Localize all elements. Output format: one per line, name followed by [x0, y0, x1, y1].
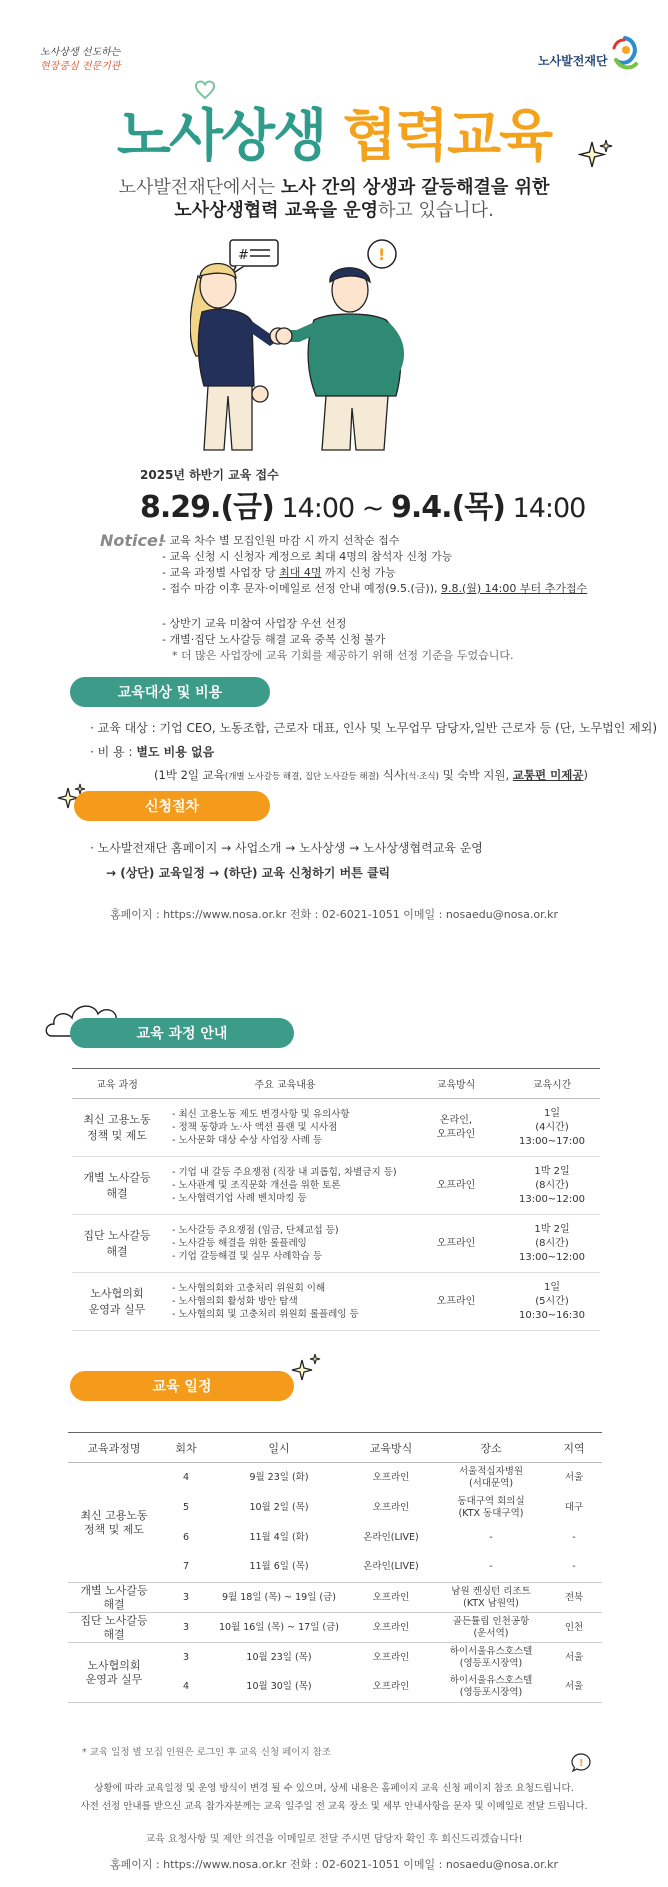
- course-name-cell: 최신 고용노동 정책 및 제도: [72, 1099, 162, 1157]
- procedure-line1: · 노사발전재단 홈페이지 → 사업소개 → 노사상생 → 노사상생협력교육 운영: [90, 841, 483, 855]
- course-content-cell: - 노사협의회와 고충처리 위원회 이해 - 노사협의회 활성화 방안 탐색 - 노사협의회 및 고충처리 위원회 롤플레잉 등: [162, 1273, 408, 1331]
- course-col-name: 교육 과정: [72, 1069, 162, 1099]
- schedule-place: -: [436, 1553, 546, 1583]
- page-subtitle: [0, 176, 668, 223]
- notice-note: * 더 많은 사업장에 교육 기회를 제공하기 위해 선정 기준을 두었습니다.: [172, 648, 514, 662]
- schedule-round: 5: [182, 1501, 190, 1513]
- footer-line3: 교육 요청사항 및 제안 의견을 이메일로 전달 주시면 담당자 확인 후 회신드리겠습니다!: [145, 1834, 523, 1845]
- notice-item: - 개별·집단 노사갈등 해결 교육 중복 신청 불가: [162, 632, 386, 646]
- schedule-region: 인천: [546, 1613, 602, 1643]
- procedure-line2: → (상단) 교육일정 → (하단) 교육 신청하기 버튼 클릭: [106, 865, 391, 880]
- title-part2: 협력교육: [342, 104, 552, 169]
- period-date-start: 8.29.(금): [140, 490, 274, 525]
- course-time-cell: 1박 2일 (8시간) 13:00~12:00: [504, 1157, 600, 1215]
- exclamation-bubble-icon: [570, 1752, 592, 1774]
- notice-highlight: 최대 4명: [279, 565, 322, 579]
- schedule-region: -: [572, 1531, 576, 1543]
- schedule-method: 오프라인: [372, 1501, 410, 1513]
- course-row: [72, 1273, 600, 1331]
- schedule-region: 대구: [564, 1501, 584, 1513]
- course-name-cell: 노사협의회 운영과 실무: [72, 1273, 162, 1331]
- schedule-place: 하이서울유스호스텔 (영등포시장역): [436, 1673, 546, 1703]
- sparkle-icon: [578, 138, 614, 174]
- schedule-date: 9월 18일 (목) ~ 19일 (금): [212, 1583, 346, 1613]
- schedule-method: 오프라인: [346, 1613, 436, 1643]
- section-apply-procedure-header: 신청절차: [74, 791, 270, 821]
- target-cost-list: [90, 716, 657, 787]
- course-col-method: 교육방식: [408, 1069, 504, 1099]
- application-period: [140, 482, 585, 526]
- schedule-course-name: 개별 노사갈등 해결: [68, 1583, 160, 1613]
- schedule-place: -: [489, 1531, 493, 1543]
- period-time-end: 14:00: [504, 493, 586, 524]
- no-transport-note: 교통편 미제공: [512, 768, 584, 782]
- schedule-col-round: 회차: [160, 1433, 212, 1463]
- subtitle-line1-b: 노사 간의 상생과 갈등해결을 위한: [280, 177, 550, 198]
- schedule-region: 서울: [546, 1673, 602, 1703]
- notice-list: [162, 533, 587, 597]
- schedule-round: 4: [182, 1471, 190, 1483]
- footer-contact: 홈페이지 : https://www.nosa.or.kr 전화 : 02-6021-1051 이메일 : nosaedu@nosa.or.kr: [109, 1858, 559, 1871]
- course-row: [72, 1157, 600, 1215]
- logo-text: 노사발전재단: [538, 54, 608, 68]
- course-header-row: [72, 1069, 600, 1099]
- schedule-date: 10월 30일 (목): [212, 1673, 346, 1703]
- slogan-line1: 노사상생 선도하는: [40, 47, 121, 58]
- schedule-place: 동대구역 회의실 (KTX 동대구역): [457, 1495, 525, 1519]
- notice-item: - 접수 마감 이후 문자·이메일로 선정 안내 예정(9.5.(금)), 9.8.(월) 14:00 부터 추가접수: [162, 581, 588, 595]
- schedule-date: 11월 6일 (목): [212, 1553, 346, 1583]
- course-name-cell: 집단 노사갈등 해결: [72, 1215, 162, 1273]
- subtitle-line1-a: 노사발전재단에서는: [118, 177, 281, 198]
- speech-hash: #: [238, 248, 249, 263]
- notice-list-selection: [162, 616, 514, 664]
- schedule-round: 3: [160, 1583, 212, 1613]
- schedule-round: 6: [182, 1531, 190, 1543]
- subtitle-line2-a: 노사상생협력 교육을 운영: [174, 200, 379, 222]
- course-method-cell: 오프라인: [408, 1273, 504, 1331]
- schedule-header-row: [68, 1433, 602, 1463]
- footer-line1: 상황에 따라 교육일정 및 운영 방식이 변경 될 수 있으며, 상세 내용은 홈페이지 교육 신청 페이지 참조 요청드립니다.: [94, 1783, 574, 1794]
- target-line: · 교육 대상 : 기업 CEO, 노동조합, 근로자 대표, 인사 및 노무업무 담당자,일반 근로자 등 (단, 노무법인 제외): [90, 721, 658, 735]
- schedule-row: [68, 1643, 602, 1673]
- schedule-note: * 교육 일정 별 모집 인원은 로그인 후 교육 신청 페이지 참조: [82, 1747, 332, 1758]
- cost-value: 별도 비용 없음: [136, 745, 215, 759]
- course-time-cell: 1일 (5시간) 10:30~16:30: [504, 1273, 600, 1331]
- schedule-place: 서울적십자병원 (서대문역): [458, 1465, 524, 1489]
- schedule-method: 오프라인: [346, 1673, 436, 1703]
- period-time-start: 14:00 ~: [273, 493, 392, 524]
- slogan: [40, 46, 120, 73]
- notice-item: - 교육 차수 별 모집인원 마감 시 까지 선착순 접수: [162, 534, 400, 547]
- schedule-row: [68, 1463, 602, 1493]
- schedule-row: [68, 1613, 602, 1643]
- schedule-region: 서울: [564, 1471, 584, 1483]
- course-name-cell: 개별 노사갈등 해결: [72, 1157, 162, 1215]
- course-method-cell: 오프라인: [408, 1157, 504, 1215]
- schedule-row: [68, 1583, 602, 1613]
- schedule-method: 온라인(LIVE): [346, 1553, 436, 1583]
- period-date-end: 9.4.(목): [391, 490, 505, 525]
- foundation-logo-icon: [610, 34, 640, 74]
- slogan-line2: 현장중심 전문기관: [40, 60, 121, 72]
- notice-item: - 상반기 교육 미참여 사업장 우선 선정: [162, 617, 347, 630]
- cost-detail: (1박 2일 교육(개별 노사갈등 해결, 집단 노사갈등 해결) 식사(석·조식) 및 숙박 지원, 교통편 미제공): [154, 768, 588, 782]
- schedule-col-date: 일시: [212, 1433, 346, 1463]
- course-content-cell: - 최신 고용노동 제도 변경사항 및 유의사항 - 정책 동향과 노·사 액션 플랜 및 시사점 - 노사문화 대상 수상 사업장 사례 등: [162, 1099, 408, 1157]
- section-target-cost-header: 교육대상 및 비용: [70, 677, 270, 707]
- schedule-region: 서울: [564, 1651, 584, 1663]
- apply-procedure: [90, 836, 483, 885]
- schedule-method: 오프라인: [372, 1651, 410, 1663]
- schedule-round: 3: [182, 1651, 190, 1663]
- schedule-col-place: 장소: [436, 1433, 546, 1463]
- course-method-cell: 오프라인: [408, 1215, 504, 1273]
- schedule-round: 7: [160, 1553, 212, 1583]
- course-method-cell: 온라인, 오프라인: [408, 1099, 504, 1157]
- schedule-place: 하이서울유스호스텔 (영등포시장역): [449, 1645, 533, 1669]
- speech-exclaim: !: [378, 245, 386, 264]
- contact-info: 홈페이지 : https://www.nosa.or.kr 전화 : 02-6021-1051 이메일 : nosaedu@nosa.or.kr: [109, 908, 559, 921]
- target-value: 기업 CEO, 노동조합, 근로자 대표, 인사 및 노무업무 담당자,일반 근로자 등 (단, 노무법인 제외): [159, 721, 658, 735]
- course-time-cell: 1일 (4시간) 13:00~17:00: [504, 1099, 600, 1157]
- course-col-content: 주요 교육내용: [162, 1069, 408, 1099]
- course-content-cell: - 기업 내 갈등 주요쟁점 (직장 내 괴롭힘, 차별금지 등) - 노사관계 및 조직문화 개선을 위한 토론 - 노사협력기업 사례 벤치마킹 등: [162, 1157, 408, 1215]
- title-part1: 노사상생: [116, 104, 343, 169]
- schedule-col-method: 교육방식: [346, 1433, 436, 1463]
- section-schedule-header: 교육 일정: [70, 1371, 294, 1401]
- course-table: [72, 1068, 600, 1331]
- schedule-region: 전북: [546, 1583, 602, 1613]
- footer-notes: [0, 1780, 668, 1816]
- schedule-method: 온라인(LIVE): [363, 1531, 419, 1543]
- schedule-region: -: [546, 1553, 602, 1583]
- schedule-course-name: 노사협의회 운영과 실무: [68, 1643, 160, 1703]
- course-content-cell: - 노사갈등 주요쟁점 (임금, 단체교섭 등) - 노사갈등 해결을 위한 롤플레잉 - 기업 갈등해결 및 실무 사례학습 등: [162, 1215, 408, 1273]
- schedule-col-course: 교육과정명: [68, 1433, 160, 1463]
- schedule-course-name: 최신 고용노동 정책 및 제도: [68, 1463, 160, 1583]
- page-title: [0, 92, 668, 172]
- notice-tag: Notice!: [100, 531, 166, 550]
- notice-item: - 교육 과정별 사업장 당 최대 4명 까지 신청 가능: [162, 565, 396, 579]
- course-col-time: 교육시간: [504, 1069, 600, 1099]
- notice-item: - 교육 신청 시 신청자 계정으로 최대 4명의 참석자 신청 가능: [162, 549, 453, 563]
- cost-line: · 비 용 : 별도 비용 없음: [90, 745, 215, 759]
- schedule-date: 11월 4일 (화): [249, 1531, 309, 1543]
- footer-line2: 사전 선정 안내를 받으신 교육 참가자분께는 교육 일주일 전 교육 장소 및 세부 안내사항을 문자 및 이메일로 전달 드립니다.: [80, 1801, 588, 1813]
- schedule-date: 10월 2일 (목): [249, 1501, 309, 1513]
- schedule-table: [68, 1432, 602, 1703]
- course-time-cell: 1박 2일 (8시간) 13:00~12:00: [504, 1215, 600, 1273]
- notice-highlight: 9.8.(월) 14:00 부터 추가접수: [440, 581, 588, 595]
- period-label: 2025년 하반기 교육 접수: [140, 468, 279, 482]
- course-row: [72, 1215, 600, 1273]
- schedule-col-region: 지역: [546, 1433, 602, 1463]
- schedule-date: 9월 23일 (화): [249, 1471, 309, 1483]
- schedule-place: 골든튤립 인천공항 (운서역): [436, 1613, 546, 1643]
- schedule-date: 10월 16일 (목) ~ 17일 (금): [212, 1613, 346, 1643]
- illustration-people-fist-bump: [190, 236, 480, 456]
- schedule-date: 10월 23일 (목): [246, 1651, 312, 1663]
- course-row: [72, 1099, 600, 1157]
- schedule-place: 남원 켄싱턴 리조트 (KTX 남원역): [436, 1583, 546, 1613]
- schedule-round: 4: [160, 1673, 212, 1703]
- subtitle-line2-b: 하고 있습니다.: [378, 200, 494, 222]
- sparkle-icon: [290, 1352, 324, 1386]
- schedule-course-name: 집단 노사갈등 해결: [68, 1613, 160, 1643]
- schedule-method: 오프라인: [372, 1471, 410, 1483]
- schedule-method: 오프라인: [346, 1583, 436, 1613]
- bubble-exclaim: !: [579, 1758, 584, 1769]
- section-course-header: 교육 과정 안내: [70, 1018, 294, 1048]
- schedule-round: 3: [160, 1613, 212, 1643]
